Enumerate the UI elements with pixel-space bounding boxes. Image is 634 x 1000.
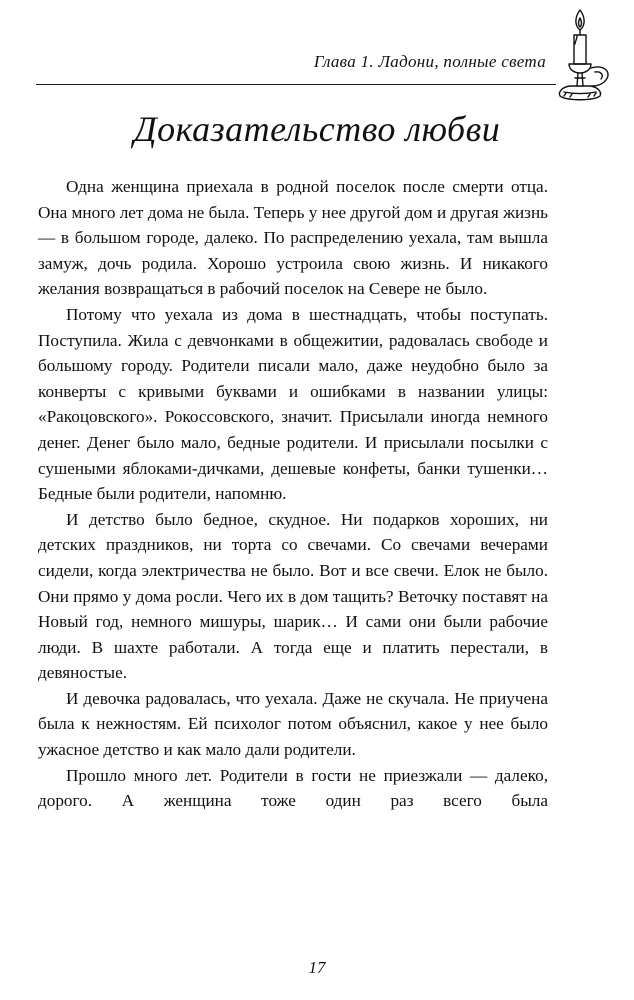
page-number: 17 bbox=[308, 958, 326, 977]
paragraph: И детство было бедное, скудное. Ни подарков хороших, ни детских праздников, ни торта со свечами. Со свечами вечерами сидели, когда электричества не было. Вот и все свечи. Елок не было. Они прямо у дома росли. Чего их в дом тащить? Веточку поставят на Новый год, немного мишуры, шарик… И сами они были рабочие люди. В шахте работали. А тогда еще и платить перестали, в девяностые. bbox=[38, 509, 548, 683]
paragraph: Прошло много лет. Родители в гости не приезжали — далеко, дорого. А женщина тоже один раз всего была bbox=[38, 765, 548, 811]
header-rule bbox=[36, 84, 556, 85]
candlestick-icon bbox=[548, 6, 622, 110]
chapter-title: Глава 1. Ладони, полные света bbox=[313, 52, 546, 71]
paragraph: И девочка радовалась, что уехала. Даже не скучала. Не приучена была к нежностям. Ей психолог потом объяснил, какое у нее было ужасное детство и как мало дали родители. bbox=[38, 688, 548, 760]
paragraph: Потому что уехала из дома в шестнадцать, чтобы поступать. Поступила. Жила с девчонками в общежитии, радовалась свободе и большому городу. Родители писали мало, даже неудобно было за конверты с кривыми буквами и ошибками в названии улицы: «Ракоцовского». Рокоссовского, значит. Присылали иногда немного денег. Денег было мало, бедные родители. И присылали посылки с сушеными яблоками-дичками, дешевые конфеты, банки тушенки… Бедные были родители, напомню. bbox=[38, 304, 548, 504]
paragraph: Одна женщина приехала в родной поселок после смерти отца. Она много лет дома не была. Теперь у нее другой дом и другая жизнь — в большом городе, далеко. По распределению уехала, там вышла замуж, дочь родила. Хорошо устроила свою жизнь. И никакого желания возвращаться в рабочий поселок на Севере не было. bbox=[38, 177, 548, 299]
article-title: Доказательство любви bbox=[133, 109, 501, 149]
article-body bbox=[38, 174, 548, 814]
